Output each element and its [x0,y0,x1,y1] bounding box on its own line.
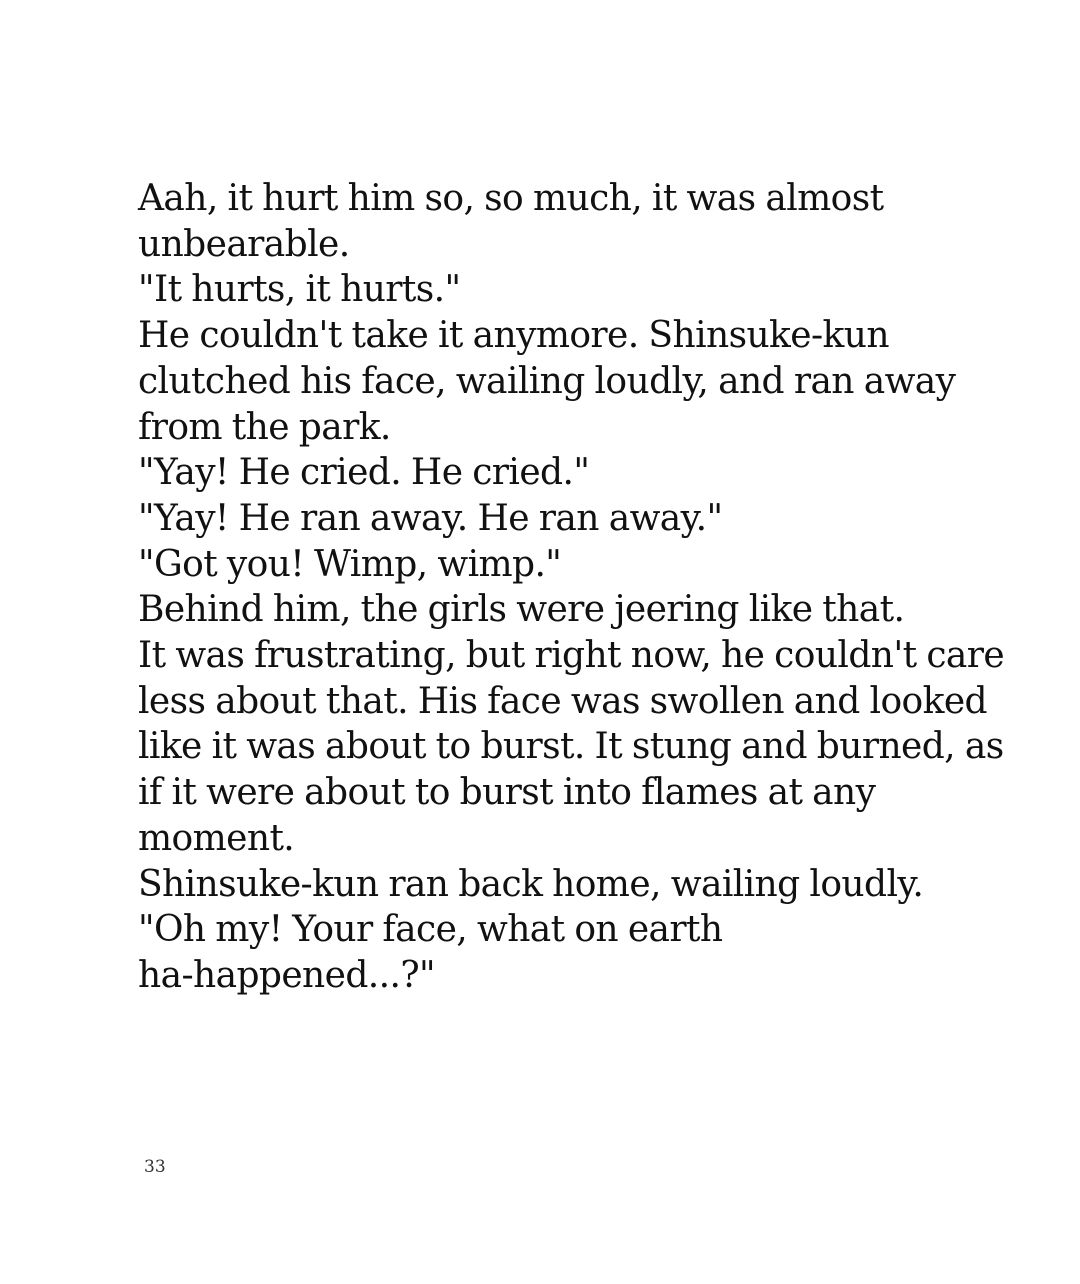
text-line: It was frustrating, but right now, he couldn't care [138,635,1005,677]
text-line: clutched his face, wailing loudly, and ran away [138,360,956,402]
text-line: He couldn't take it anymore. Shinsuke-kun [138,315,889,357]
text-line: ha-happened...?" [138,954,435,996]
text-line: if it were about to burst into flames at any [138,772,876,814]
text-line: "Yay! He ran away. He ran away." [138,497,723,539]
body-text [138,176,1018,999]
text-line: "Oh my! Your face, what on earth [138,909,723,951]
page-number: 33 [144,1157,166,1177]
text-line: unbearable. [138,223,350,265]
text-line: moment. [138,817,295,859]
text-line: like it was about to burst. It stung and burned, as [138,726,1004,768]
text-line: Shinsuke-kun ran back home, wailing loudly. [138,863,924,905]
text-line: Aah, it hurt him so, so much, it was almost [138,178,884,219]
text-line: "Yay! He cried. He cried." [138,452,590,494]
text-line: "Got you! Wimp, wimp." [138,543,562,585]
text-line: Behind him, the girls were jeering like that. [138,589,905,631]
text-line: "It hurts, it hurts." [138,269,461,311]
text-line: from the park. [138,406,391,448]
text-line: less about that. His face was swollen and looked [138,680,987,722]
